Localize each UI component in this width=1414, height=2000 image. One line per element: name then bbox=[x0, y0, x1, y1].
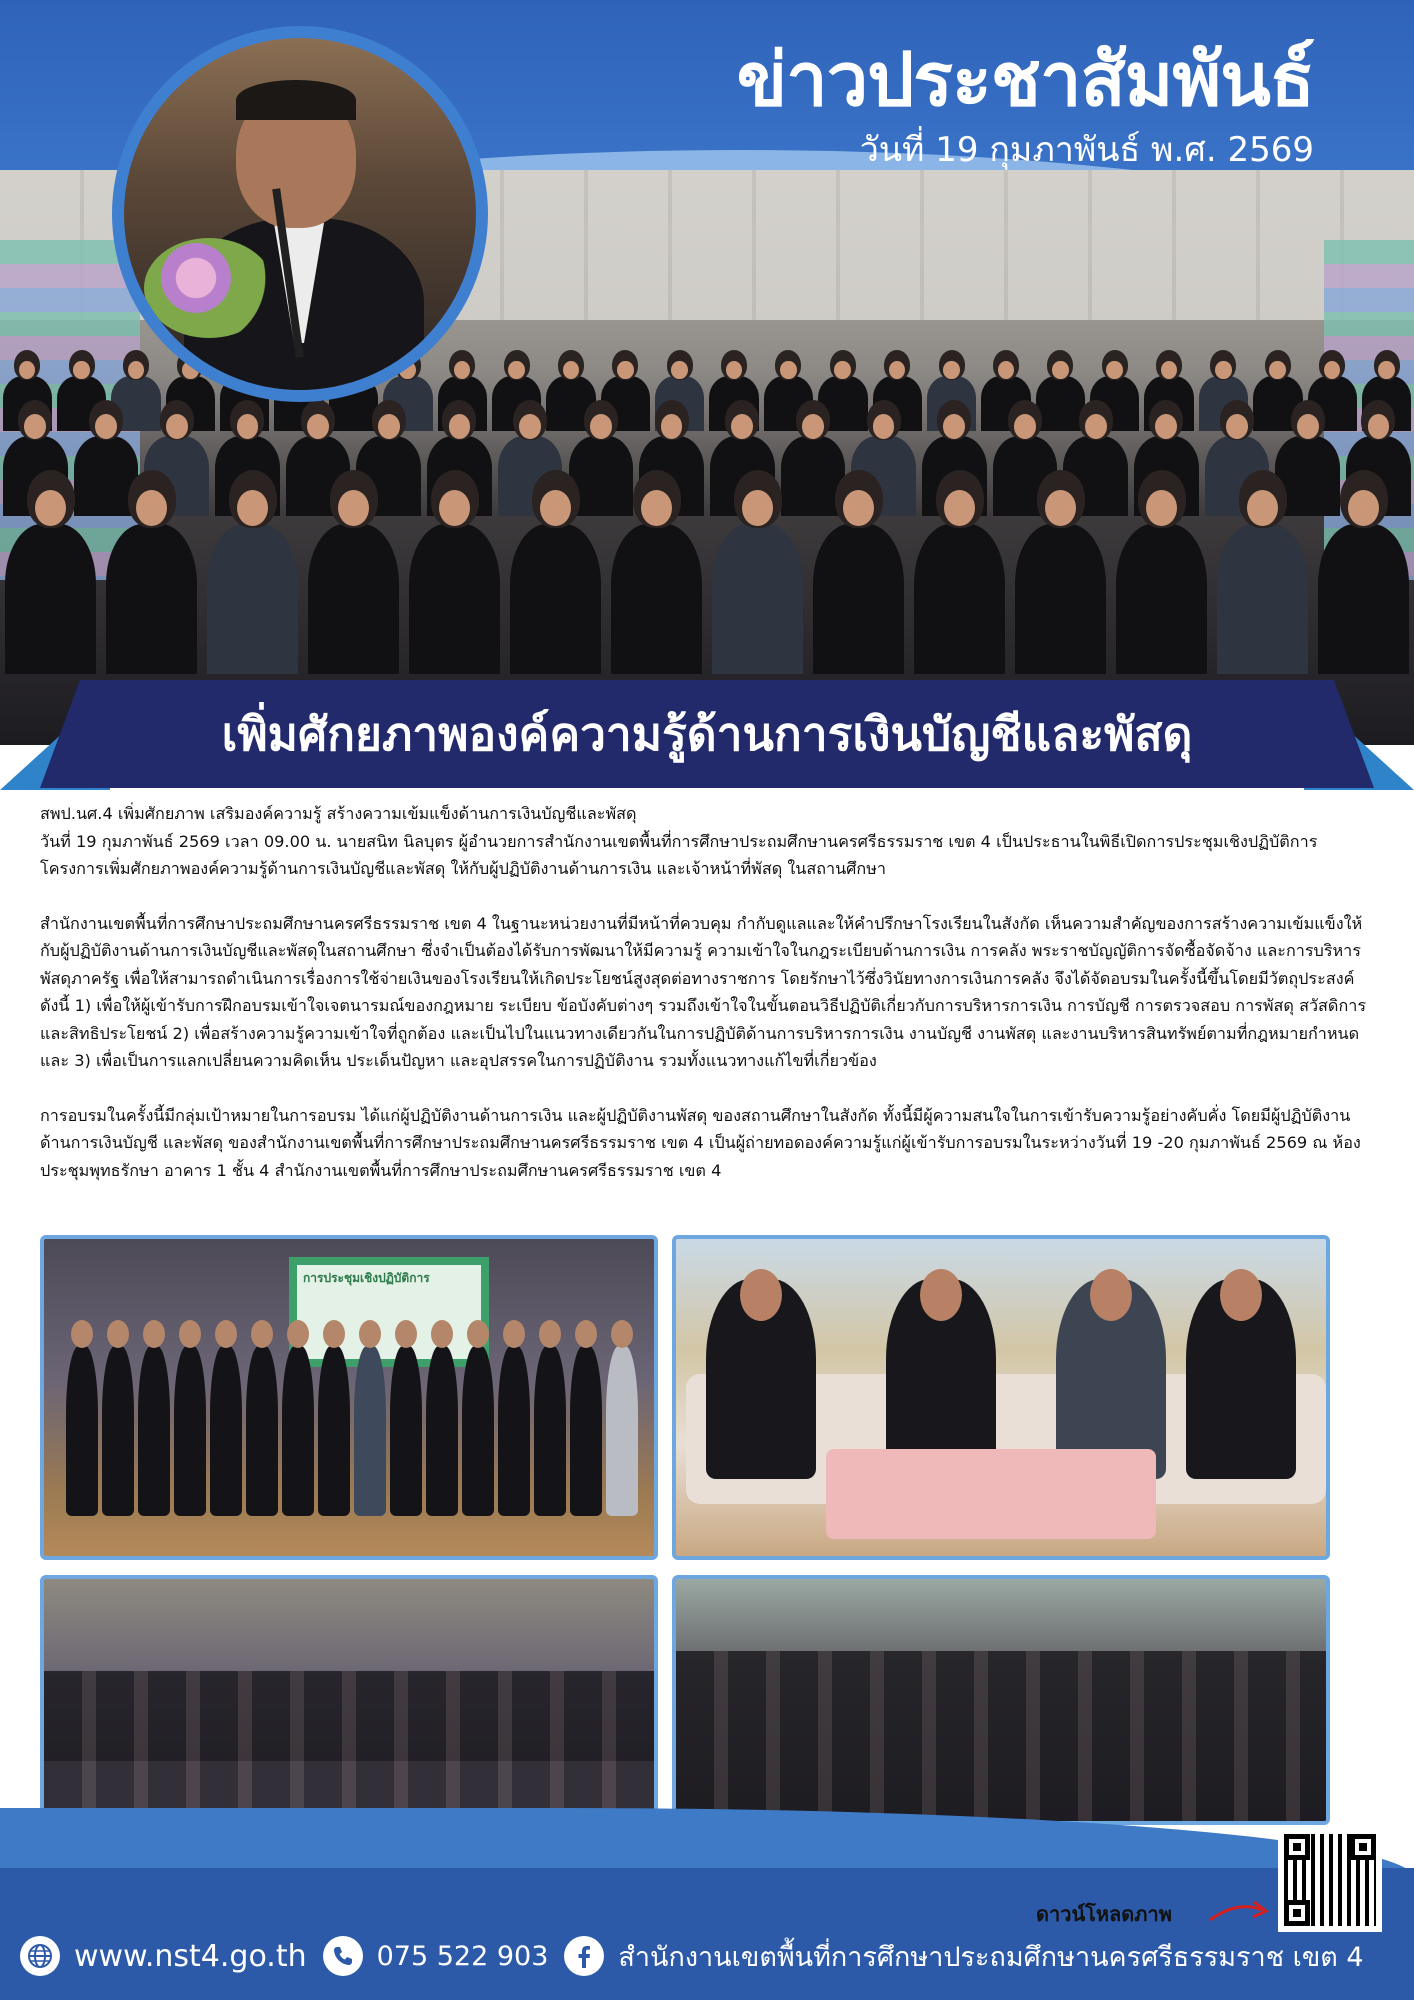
inset-speaker-photo bbox=[124, 38, 476, 390]
download-label: ดาวน์โหลดภาพ bbox=[1036, 1902, 1172, 1926]
globe-icon bbox=[20, 1936, 60, 1976]
page-title: ข่าวประชาสัมพันธ์ bbox=[736, 37, 1314, 123]
gallery-photo-guests-sofa bbox=[672, 1235, 1330, 1560]
publish-date: วันที่ 19 กุมภาพันธ์ พ.ศ. 2569 bbox=[859, 130, 1314, 170]
facebook-icon bbox=[564, 1936, 604, 1976]
footer-contacts bbox=[20, 1928, 1380, 1984]
article-intro: สพป.นศ.4 เพิ่มศักยภาพ เสริมองค์ความรู้ สร้างความเข้มแข็งด้านการเงินบัญชีและพัสดุ bbox=[40, 804, 637, 823]
qr-code-icon[interactable] bbox=[1278, 1828, 1382, 1932]
phone-number[interactable]: 075 522 903 bbox=[376, 1940, 549, 1972]
flower-bouquet bbox=[144, 238, 274, 338]
phone-icon bbox=[323, 1936, 363, 1976]
article-body bbox=[40, 800, 1375, 1211]
article-paragraph-1: วันที่ 19 กุมภาพันธ์ 2569 เวลา 09.00 น. นายสนิท นิลบุตร ผู้อำนวยการสำนักงานเขตพื้นที่การศึกษาประถมศึกษานครศรีธรรมราช เขต 4 เป็นประธานในพิธีเปิดการประชุมเชิงปฏิบัติการโครงการเพิ่มศักยภาพองค์ความรู้ด้านการเงินบัญชีและพัสดุ ให้กับผู้ปฏิบัติงานด้านการเงิน และเจ้าหน้าที่พัสดุ ในสถานศึกษา bbox=[40, 831, 1318, 878]
headline: เพิ่มศักยภาพองค์ความรู้ด้านการเงินบัญชีและพัสดุ bbox=[221, 706, 1193, 761]
screen-title: การประชุมเชิงปฏิบัติการ bbox=[303, 1271, 430, 1285]
facebook-page[interactable]: สำนักงานเขตพื้นที่การศึกษาประถมศึกษานครศรีธรรมราช เขต 4 bbox=[618, 1941, 1364, 1973]
coffee-table bbox=[826, 1449, 1156, 1539]
article-paragraph-3: การอบรมในครั้งนี้มีกลุ่มเป้าหมายในการอบรม ได้แก่ผู้ปฏิบัติงานด้านการเงิน และผู้ปฏิบัติงานพัสดุ ของสถานศึกษาในสังกัด ทั้งนี้มีผู้ความสนใจในการเข้ารับความรู้อย่างคับคั่ง โดยมีผู้ปฏิบัติงานด้านการเงินบัญชี และพัสดุ ของสำนักงานเขตพื้นที่การศึกษาประถมศึกษานครศรีธรรมราช เขต 4 เป็นผู้ถ่ายทอดองค์ความรู้แก่ผู้เข้ารับการอบรมในระหว่างวันที่ 19 -20 กุมภาพันธ์ 2569 ณ ห้องประชุมพุทธรักษา อาคาร 1 ชั้น 4 สำนักงานเขตพื้นที่การศึกษาประถมศึกษานครศรีธรรมราช เขต 4 bbox=[40, 1105, 1361, 1180]
article-paragraph-2: สำนักงานเขตพื้นที่การศึกษาประถมศึกษานครศรีธรรมราช เขต 4 ในฐานะหน่วยงานที่มีหน้าที่ควบคุม กำกับดูแลและให้คำปรึกษาโรงเรียนในสังกัด เห็นความสำคัญของการสร้างความเข้มแข็งให้กับผู้ปฏิบัติงานด้านการเงินบัญชีและพัสดุในสถานศึกษา ซึ่งจำเป็นต้องได้รับการพัฒนาให้มีความรู้ ความเข้าใจในกฎระเบียบด้านการเงิน การคลัง พระราชบัญญัติการจัดซื้อจัดจ้าง และการบริหารพัสดุภาครัฐ เพื่อให้สามารถดำเนินการเรื่องการใช้จ่ายเงินของโรงเรียนให้เกิดประโยชน์สูงสุดต่อทางราชการ โดยรักษาไว้ซึ่งวินัยทางการเงินการคลัง จึงได้จัดอบรมในครั้งนี้ขึ้นโดยมีวัตถุประสงค์ ดังนี้ 1) เพื่อให้ผู้เข้ารับการฝึกอบรมเข้าใจเจตนารมณ์ของกฎหมาย ระเบียบ ข้อบังคับต่างๆ รวมถึงเข้าใจในขั้นตอนวิธีปฏิบัติเกี่ยวกับการบริหารการเงิน การบัญชี การตรวจสอบ การพัสดุ สวัสดิการและสิทธิประโยชน์ 2) เพื่อสร้างความรู้ความเข้าใจที่ถูกต้อง และเป็นไปในแนวทางเดียวกันในการปฏิบัติด้านการบริหารการเงิน งานบัญชี งานพัสดุ และงานบริหารสินทรัพย์ตามที่กฎหมายกำหนด และ 3) เพื่อเป็นการแลกเปลี่ยนความคิดเห็น ประเด็นปัญหา และอุปสรรคในการปฏิบัติงาน รวมทั้งแนวทางแก้ไขที่เกี่ยวข้อง bbox=[40, 913, 1367, 1070]
website-link[interactable]: www.nst4.go.th bbox=[74, 1938, 307, 1974]
gallery-photo-group-stage bbox=[40, 1235, 658, 1560]
gallery-photo-audience-hall bbox=[40, 1575, 658, 1825]
gallery-photo-participants bbox=[672, 1575, 1330, 1825]
arrow-icon bbox=[1208, 1896, 1272, 1926]
presentation-screen bbox=[289, 1257, 489, 1367]
